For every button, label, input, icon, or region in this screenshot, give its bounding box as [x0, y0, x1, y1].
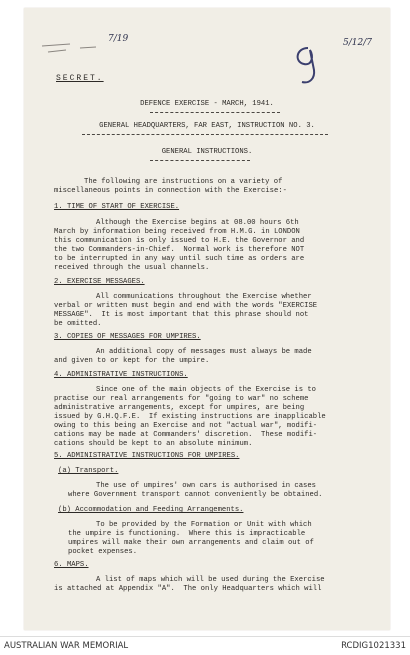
- section-4-line: issued by G.H.Q.F.E. If existing instructions are inapplicable: [54, 413, 326, 421]
- document-subtitle: GENERAL HEADQUARTERS, FAR EAST, INSTRUCTION NO. 3.: [99, 122, 315, 130]
- circled-nine-text: [288, 44, 289, 45]
- pencil-marks: [40, 38, 100, 63]
- intro-line: miscellaneous points in connection with the Exercise:-: [54, 187, 287, 195]
- subsection-b-line: To be provided by the Formation or Unit with which: [96, 521, 312, 529]
- pencil-marks-icon: [40, 38, 100, 58]
- section-1-line: received through the usual channels.: [54, 264, 210, 272]
- subsection-b-line: the umpire is functioning. Where this is impracticable: [68, 530, 306, 538]
- section-title: GENERAL INSTRUCTIONS.: [161, 148, 253, 156]
- circled-nine-icon: [288, 44, 322, 88]
- subsection-b-line: umpires will make their own arrangements and claim out of: [68, 539, 314, 547]
- section-4-line: administrative arrangements, except for umpires, are being: [54, 404, 305, 412]
- section-1-line: Although the Exercise begins at 08.00 hours 6th: [96, 219, 299, 227]
- classification-marking: SECRET.: [56, 74, 104, 83]
- intro-line: The following are instructions on a variety of: [84, 178, 283, 186]
- section-heading-6: 6. MAPS.: [54, 561, 89, 569]
- section-2-line: All communications throughout the Exercise whether: [96, 293, 312, 301]
- section-title-underline: [150, 160, 250, 161]
- section-2-line: be omitted.: [54, 320, 102, 328]
- subtitle-underline: [82, 134, 328, 135]
- section-4-line: Since one of the main objects of the Exercise is to: [96, 386, 316, 394]
- subsection-heading-a: (a) Transport.: [58, 467, 119, 475]
- subsection-a-line: The use of umpires' own cars is authorised in cases: [96, 482, 316, 490]
- subsection-b-line: pocket expenses.: [68, 548, 138, 556]
- section-1-line: the two Commanders-in-Chief. Normal work is therefore NOT: [54, 246, 305, 254]
- subsection-heading-b: (b) Accommodation and Feeding Arrangements.: [58, 506, 244, 514]
- archive-footer: [0, 636, 410, 655]
- section-3-line: An additional copy of messages must always be made: [96, 348, 312, 356]
- section-4-line: practise our real arrangements for "going to war" no scheme: [54, 395, 309, 403]
- title-underline: [150, 112, 280, 113]
- handwritten-note-top-right: 5/12/7: [343, 38, 372, 48]
- section-6-line: is attached at Appendix "A". The only Headquarters which will: [54, 585, 322, 593]
- section-heading-2: 2. EXERCISE MESSAGES.: [54, 278, 145, 286]
- section-heading-3: 3. COPIES OF MESSAGES FOR UMPIRES.: [54, 333, 201, 341]
- section-heading-5: 5. ADMINISTRATIVE INSTRUCTIONS FOR UMPIRES.: [54, 452, 240, 460]
- section-6-line: A list of maps which will be used during the Exercise: [96, 576, 325, 584]
- footer-record-id: RCDIG1021331: [341, 641, 406, 651]
- section-2-line: MESSAGE". It is most important that this phrase should not: [54, 311, 309, 319]
- section-4-line: cations may be made at Commanders' discretion. These modifi-: [54, 431, 318, 439]
- section-heading-4: 4. ADMINISTRATIVE INSTRUCTIONS.: [54, 371, 188, 379]
- circled-nine-annotation: [288, 44, 322, 88]
- section-1-line: this communication is only issued to H.E. the Governor and: [54, 237, 305, 245]
- section-heading-1: 1. TIME OF START OF EXERCISE.: [54, 203, 180, 211]
- section-2-line: verbal or written must begin and end with the words "EXERCISE: [54, 302, 318, 310]
- section-1-line: to be interrupted in any way until such time as orders are: [54, 255, 305, 263]
- handwritten-note-top-left: 7/19: [108, 34, 129, 44]
- section-3-line: and given to or kept for the umpire.: [54, 357, 210, 365]
- footer-institution: AUSTRALIAN WAR MEMORIAL: [4, 641, 129, 651]
- section-4-line: cations should be kept to an absolute minimum.: [54, 440, 253, 448]
- subsection-a-line: where Government transport cannot conveniently be obtained.: [68, 491, 323, 499]
- section-1-line: March by information being received from H.M.G. in LONDON: [54, 228, 300, 236]
- document-title: DEFENCE EXERCISE - MARCH, 1941.: [140, 100, 274, 108]
- section-4-line: owing to this being an Exercise and not "actual war", modifi-: [54, 422, 318, 430]
